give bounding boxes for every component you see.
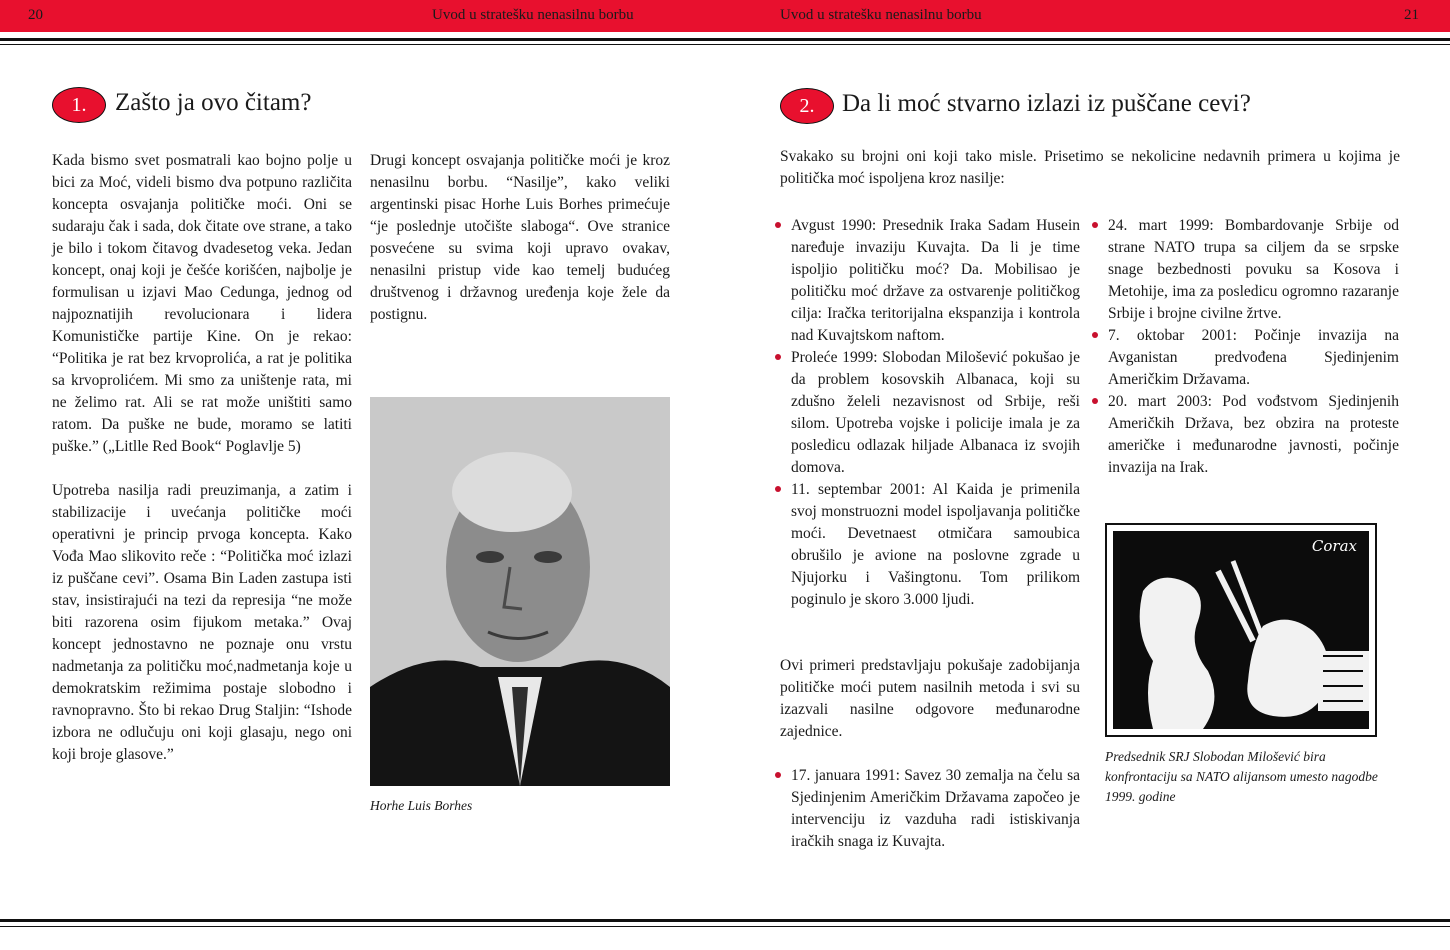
intro-paragraph: Svakako su brojni oni koji tako misle. Prisetimo se nekolicine nedavnih primera u kojima je politička moć ispoljena kroz nasilje: xyxy=(780,148,1400,187)
right-bullets-column-2 xyxy=(1091,215,1399,479)
paragraph-nonviolent-concept: Drugi koncept osvajanja političke moći je kroz nenasilnu borbu. “Nasilje”, kako veliki argentinski pisac Horhe Luis Borhes primećuje “je poslednje utočište slaboga“. Ove stranice posvećene su svima koji upravo ovakav, nenasilni pristup vide kao temelj budućeg društvenog i državnog uređenja koje žele da postignu. xyxy=(370,152,670,323)
right-bullets-column-1 xyxy=(774,215,1080,611)
bullet-item: Avgust 1990: Presednik Iraka Sadam Husein naređuje invaziju Kuvajta. Da li je time ispoljio političku moć? Da. Mobilisao je političku moć države za ostvarenje političkog cilja: Iračka teritorijalna ekspanzija i kontrola nad Kuvajtskom naftom. xyxy=(774,215,1080,347)
left-running-title: Uvod u stratešku nenasilnu borbu xyxy=(432,7,634,23)
left-page-number: 20 xyxy=(28,7,43,23)
cartoon-drawing xyxy=(1113,531,1369,729)
header-rule-thick xyxy=(0,38,1450,41)
right-paragraph-block xyxy=(780,655,1080,743)
left-column-2 xyxy=(370,150,670,326)
header-rule-thin xyxy=(0,44,1450,45)
paragraph-violence-principle: Upotreba nasilja radi preuzimanja, a zatim i stabilizacije i uvećanja političke moći operativni je princip prvoga koncepta. Kako Vođa Mao slikovito reče : “Politička moć izlazi iz puščane cevi”. Osama Bin Laden zastupa isti stav, insistirajući na tezi da represija “ne može biti razorena osim fijukom metaka.” Ovaj koncept jednostavno ne poznaje onu vrstu nadmetanja za političku moć,nadmetanja koje u demokratskim režimima postaje slobodno i ravnopravno. Što bi rekao Drug Staljin: “Ishode izbora ne odlučuju oni koji glasaju, nego oni koji broje glasove.” xyxy=(52,482,352,763)
photo-caption: Horhe Luis Borhes xyxy=(370,798,473,813)
left-column-1 xyxy=(52,150,352,766)
footer-rule-thick xyxy=(0,919,1450,922)
cartoon-panel xyxy=(1113,531,1369,729)
right-page-number: 21 xyxy=(1404,7,1419,23)
examples-paragraph: Ovi primeri predstavljaju pokušaje zadobijanja političke moći putem nasilnih metoda i svi su izazvali nasilne odgovore međunarodne zajednice. xyxy=(780,657,1080,740)
chapter-number-badge-2: 2. xyxy=(780,88,834,124)
footer-rule-thin xyxy=(0,926,1450,927)
bullet-item: 20. mart 2003: Pod vođstvom Sjedinjenih Američkih Država, bez obzira na proteste američke i međunarodne javnosti, počinje invazija na Irak. xyxy=(1091,391,1399,479)
portrait-photo xyxy=(370,397,670,786)
right-bullet-last-block xyxy=(774,765,1080,853)
cartoon-caption: Predsednik SRJ Slobodan Milošević bira konfrontaciju sa NATO alijansom umesto nagodbe 1999. godine xyxy=(1105,749,1378,804)
header-band xyxy=(0,0,1450,32)
chapter-number-badge-1: 1. xyxy=(52,87,106,123)
cartoon-signature: Corax xyxy=(1311,537,1357,555)
cartoon-illustration xyxy=(1105,523,1377,737)
bullet-item: 24. mart 1999: Bombardovanje Srbije od strane NATO trupa sa ciljem da se srpske snage bezbednosti povuku sa Kosova i Metohije, ima za posledicu ogromno razaranje Srbije i brojne civilne žrtve. xyxy=(1091,215,1399,325)
right-intro xyxy=(780,146,1400,190)
chapter-title-2: Da li moć stvarno izlazi iz puščane cevi? xyxy=(842,90,1251,117)
bullet-item: Proleće 1999: Slobodan Milošević pokušao je da problem kosovskih Albanaca, koji su zdušno želeli nezavisnost od Srbije, reši silom. Upotreba vojske i policije imala je za posledicu odlazak hiljade Albanaca iz svojih domova. xyxy=(774,347,1080,479)
right-running-title: Uvod u stratešku nenasilnu borbu xyxy=(780,7,982,23)
chapter-title-1: Zašto ja ovo čitam? xyxy=(115,89,312,116)
paragraph-mao-concept: Kada bismo svet posmatrali kao bojno polje u bici za Moć, videli bismo dva potpuno različita koncepta osvajanja političke moći. Oni se sudaraju čak i sada, dok čitate ove strane, a tako je bilo i tokom čitavog dvadesetog veka. Jedan koncept, onaj koji je češće korišćen, najbolje je formulisan u izjavi Mao Cedunga, jednog od najpoznatijih revolucionara i lidera Komunističke partije Kine. On je rekao: “Politika je rat bez krvoprolića, a rat je politika sa krvoprolićem. Mi smo za uništenje rata, mi ne želimo rat. Ali se rat može uništiti samo ratom. Da puške ne bude, moramo se latiti puške.” („Litlle Red Book“ Poglavlje 5) xyxy=(52,152,352,455)
bullet-item: 11. septembar 2001: Al Kaida je primenila svoj monstruozni model ispoljavanja političke moći. Devetnaest otmičara samoubica obrušilo je avione na poslovne zgrade u Njujorku i Vašingtonu. Tom prilikom poginulo je skoro 3.000 ljudi. xyxy=(774,479,1080,611)
bullet-item: 17. januara 1991: Savez 30 zemalja na čelu sa Sjedinjenim Američkim Državama započeo je intervenciju iz vazduha radi istiskivanja iračkih snaga iz Kuvajta. xyxy=(774,765,1080,853)
portrait-figure xyxy=(370,397,670,786)
bullet-item: 7. oktobar 2001: Počinje invazija na Avganistan predvođena Sjedinjenim Američkim Državama. xyxy=(1091,325,1399,391)
